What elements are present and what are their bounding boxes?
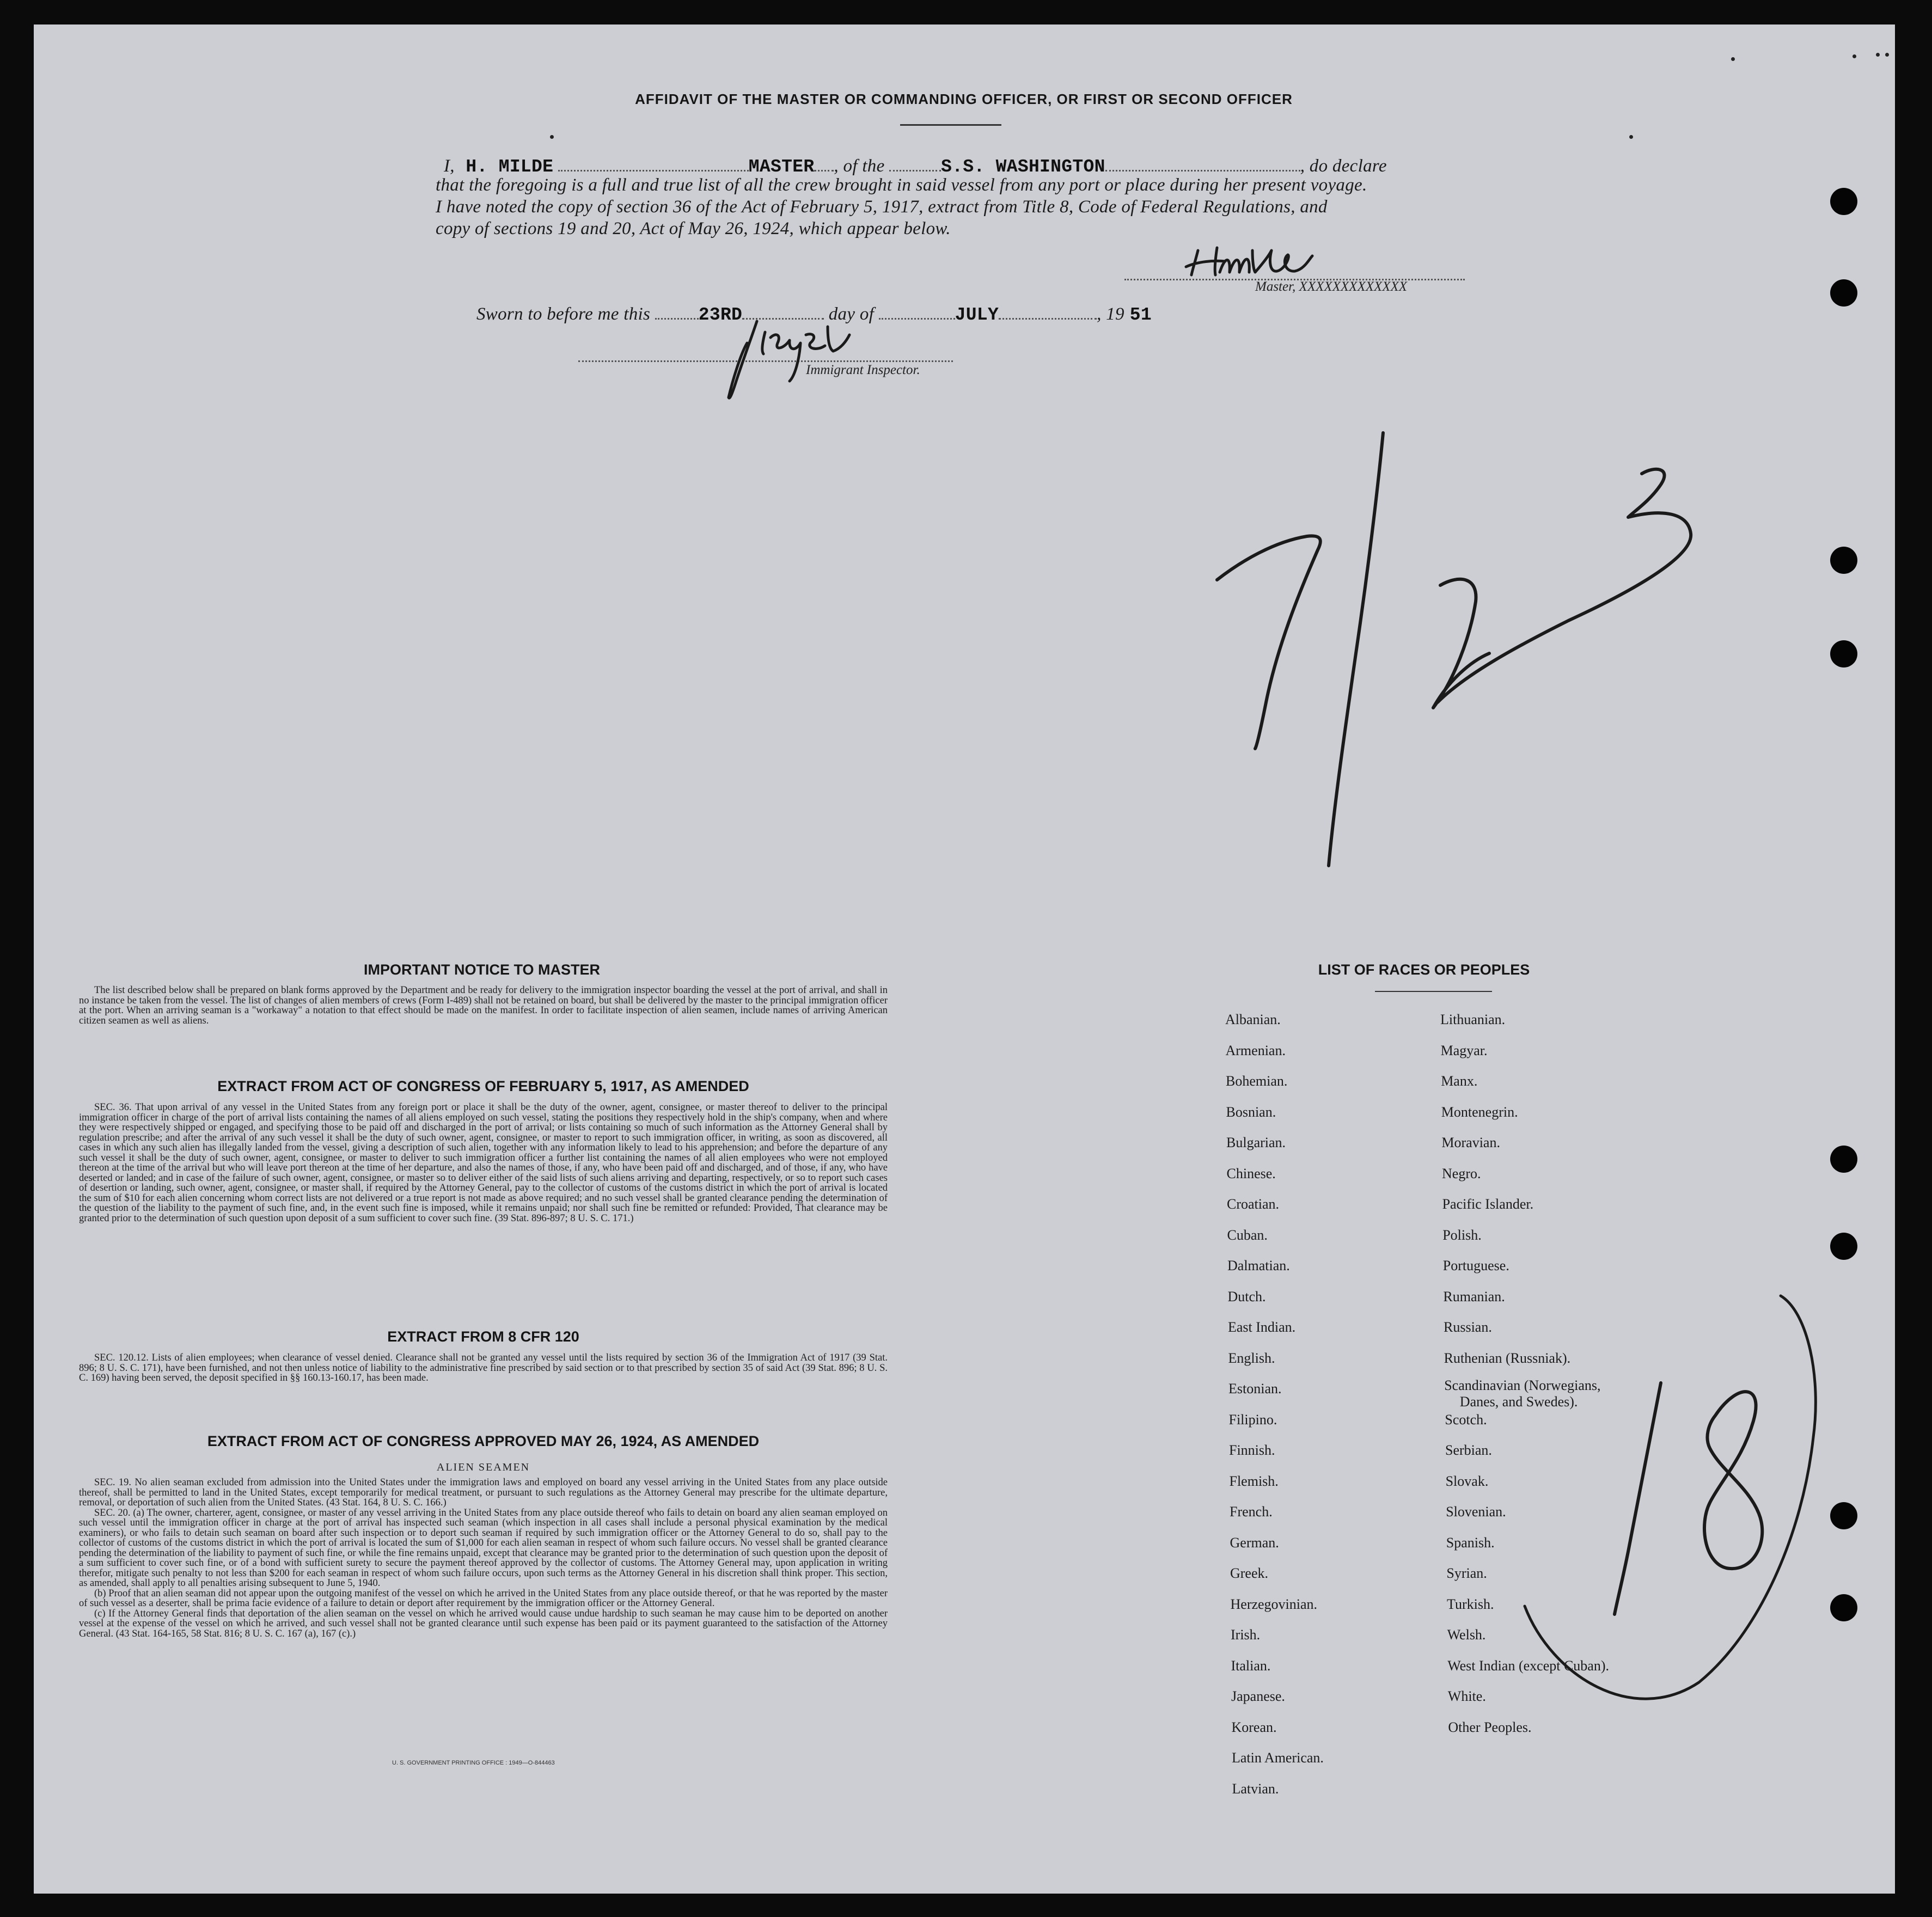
race-item: Serbian. <box>1445 1442 1492 1458</box>
race-item: Croatian. <box>1227 1196 1280 1212</box>
race-item: Flemish. <box>1229 1473 1279 1489</box>
year-suffix: 51 <box>1129 305 1152 325</box>
race-item: Herzegovinian. <box>1230 1596 1318 1612</box>
do-declare-label: , do declare <box>1300 156 1387 176</box>
race-item: Moravian. <box>1441 1135 1500 1150</box>
race-item: Portuguese. <box>1442 1258 1509 1273</box>
date-mark-three <box>1438 469 1691 702</box>
inspector-label: Immigrant Inspector. <box>806 363 920 377</box>
race-item: Korean. <box>1231 1719 1277 1735</box>
race-item: English. <box>1228 1350 1275 1366</box>
extract-1917-title: EXTRACT FROM ACT OF CONGRESS OF FEBRUARY 5, 1917, AS AMENDED <box>217 1078 749 1094</box>
sec-20b-paragraph: (b) Proof that an alien seaman did not appear upon the outgoing manifest of the vessel on which he arrived in the United States from any place outside thereof, or that he was reported by the master of such vessel as a deserter, shall be prima facie evidence of a failure to detain or deport after requirement by the immigration officer or the Attorney General. <box>79 1588 888 1609</box>
extract-cfr-paragraph: SEC. 120.12. Lists of alien employees; when clearance of vessel denied. Clearance shall not be granted any vessel until the lists required by section 36 of the Immigration Act of 1917 (39 Stat. 896; 8 U. S. C. 171), have been furnished, and not then unless notice of liability to the administrative fine prescribed by said section or to that prescribed by section 35 of said Act (39 Stat. 896; 8 U. S. C. 169) having been served, the deposit specified in §§ 160.13-160.17, has been made. <box>79 1353 888 1383</box>
notice-paragraph: The list described below shall be prepared on blank forms approved by the Department and be ready for delivery to the immigration inspector boarding the vessel at the port of arrival, and shall in no instance be taken from the vessel. The list of changes of alien members of crews (Form I-489) shall not be retained on board, but shall be delivered by the master to the principal immigration officer at the port. When an arriving seaman is a "workaway" a notation to that effect should be made on the manifest. In order to facilitate inspection of alien seamen, include names of arriving American citizen seamen as well as aliens. <box>79 985 888 1026</box>
day-of-label: day of <box>828 304 875 324</box>
race-item: Lithuanian. <box>1440 1012 1506 1027</box>
race-item: Chinese. <box>1226 1165 1276 1181</box>
race-item: Montenegrin. <box>1441 1104 1518 1120</box>
race-item: Bohemian. <box>1226 1073 1288 1089</box>
extract-cfr-title: EXTRACT FROM 8 CFR 120 <box>387 1328 579 1345</box>
race-item: Turkish. <box>1447 1596 1494 1612</box>
race-item: Italian. <box>1231 1657 1271 1674</box>
race-item: Negro. <box>1442 1165 1481 1181</box>
race-item: Syrian. <box>1446 1565 1487 1581</box>
race-item: Latvian. <box>1232 1780 1279 1797</box>
race-item: Manx. <box>1441 1073 1478 1089</box>
race-item: Magyar. <box>1440 1042 1488 1058</box>
master-signature <box>1186 248 1312 275</box>
race-item: Other Peoples. <box>1448 1719 1532 1735</box>
sec-19-paragraph: SEC. 19. No alien seaman excluded from admission into the United States under the immigration laws and employed on board any vessel arriving in the United States from any place outside thereof, shall be permitted to land in the United States, except temporarily for medical treatment, or pursuant to such regulations as the Attorney General may prescribe for the ultimate departure, removal, or deportation of such alien from the United States. (43 Stat. 164, 8 U. S. C. 166.) <box>79 1478 888 1508</box>
affidavit-title: AFFIDAVIT OF THE MASTER OR COMMANDING OFFICER, OR FIRST OR SECOND OFFICER <box>635 91 1293 107</box>
inspector-signature <box>729 321 849 398</box>
races-title: LIST OF RACES OR PEOPLES <box>1318 961 1530 978</box>
extract-1917-text <box>79 1103 888 1299</box>
race-item: German. <box>1230 1534 1279 1551</box>
affidavit-line-4: copy of sections 19 and 20, Act of May 26, 1924, which appear below. <box>436 219 951 238</box>
race-item: Japanese. <box>1231 1688 1285 1704</box>
race-item: Russian. <box>1444 1319 1492 1335</box>
race-item: White. <box>1447 1688 1486 1704</box>
race-item: Latin American. <box>1232 1750 1324 1766</box>
race-item: Welsh. <box>1447 1627 1486 1643</box>
race-item: Dalmatian. <box>1227 1258 1290 1273</box>
sworn-month: JULY <box>955 305 999 325</box>
extract-1924-title: EXTRACT FROM ACT OF CONGRESS APPROVED MAY 26, 1924, AS AMENDED <box>207 1433 760 1449</box>
race-item: Irish. <box>1231 1627 1261 1643</box>
race-item: Pacific Islander. <box>1442 1196 1534 1212</box>
affidavit-intro: I, <box>444 156 455 176</box>
race-item: Filipino. <box>1228 1411 1277 1428</box>
race-item: Dutch. <box>1227 1288 1266 1304</box>
extract-1924-text <box>79 1478 888 1728</box>
master-name: H. MILDE <box>466 157 554 177</box>
vessel-name: S.S. WASHINGTON <box>941 157 1105 177</box>
race-item: Polish. <box>1442 1227 1482 1243</box>
of-the-label: , of the <box>834 156 885 176</box>
race-item: Greek. <box>1230 1565 1269 1581</box>
race-item: Bosnian. <box>1226 1104 1276 1120</box>
sec-20a-paragraph: SEC. 20. (a) The owner, charterer, agent, consignee, or master of any vessel arriving in the United States from any place outside thereof who fails to detain on board any alien seaman employed on such vessel until the immigration officer in charge at the port of arrival has inspected such seaman (which inspection in all cases shall include a personal physical examination by the medical examiners), or who fails to detain such seaman on board after such inspection or to deport such seaman if required by such immigration officer or the Attorney General to do so, shall pay to the collector of customs of the customs district in which the port of arrival is located the sum of $1,000 for each alien seaman in respect of whom such failure occurs. No vessel shall be granted clearance pending the determination of the liability to payment of such fine, or while the fine remains unpaid, except that clearance may be granted prior to the determination of such question upon the deposit of a sum sufficient to cover such fine, or of a bond with sufficient surety to secure the payment thereof approved by the collector of customs. The Attorney General may, upon application in writing therefor, mitigate such penalty to not less than $200 for each seaman in respect of whom such failure occurs, upon such terms as the Attorney General in his discretion shall think proper. This section, as amended, shall apply to all penalties arising subsequent to June 5, 1940. <box>79 1507 888 1589</box>
master-label: Master, XXXXXXXXXXXXX <box>1255 279 1408 294</box>
extract-cfr-text <box>79 1353 888 1394</box>
race-item: Scandinavian (Norwegians, <box>1444 1377 1601 1393</box>
extract-1917-paragraph: SEC. 36. That upon arrival of any vessel in the United States from any foreign port or place it shall be the duty of the owner, agent, consignee, or master thereof to deliver to the principal immigration officer in charge of the port of arrival lists containing the names of all aliens employed on such vessel, stating the positions they respectively hold in the ship's company, when and where they were respectively shipped or engaged, and specifying those to be paid off and discharged in the port of arrival; or lists containing so much of such information as the Attorney General shall by regulation prescribe; and after the arrival of any such vessel it shall be the duty of such owner, agent, consignee, or master to report to such immigration officer, in writing, as soon as discovered, all cases in which any such alien has illegally landed from the vessel, giving a description of such alien, together with any information likely to lead to his apprehension; and before the departure of any such vessel it shall be the duty of such owner, agent, consignee, or master to deliver to such immigration officer a further list containing the names of all alien employees who were not employed thereon at the time of the arrival but who will leave port thereon at the time of her departure, and also the names of those, if any, who have been paid off and discharged, and of those, if any, who have deserted or landed; and in case of the failure of such owner, agent, consignee, or master so to deliver either of the said lists of such aliens arriving and departing, respectively, or so to report such cases of desertion or landing, such owner, agent, consignee, or master shall, if required by the Attorney General, pay to the collector of customs of the customs district in which the port of arrival is located the sum of $10 for each alien concerning whom correct lists are not delivered or a true report is not made as above required; and no such vessel shall be granted clearance pending the determination of the question of the liability to the payment of such fine, and, in the event such fine is imposed, while it remains unpaid; nor shall such fine be remitted or refunded: Provided, That clearance may be granted prior to the determination of such question upon deposit of a sum sufficient to cover such fine. (39 Stat. 896-897; 8 U. S. C. 171.) <box>79 1103 888 1224</box>
sec-20c-paragraph: (c) If the Attorney General finds that deportation of the alien seaman on the vessel on which he arrived would cause undue hardship to such seaman he may cause him to be deported on another vessel at the expense of the vessel on which he arrived, and such vessel shall not be granted clearance until such expense has been paid or its payment guaranteed to the satisfaction of the Attorney General. (43 Stat. 164-165, 58 Stat. 816; 8 U. S. C. 167 (a), 167 (c).) <box>79 1608 888 1639</box>
date-mark-two <box>1433 579 1489 708</box>
race-item: Cuban. <box>1227 1227 1268 1243</box>
date-mark-slash <box>1329 433 1383 866</box>
race-item: Slovenian. <box>1446 1504 1506 1520</box>
race-item: West Indian (except Cuban). <box>1447 1657 1609 1674</box>
race-item: French. <box>1230 1504 1273 1520</box>
sheet-mark-eight <box>1704 1392 1762 1569</box>
date-mark-seven <box>1217 536 1320 749</box>
year-prefix: , 19 <box>1097 304 1124 324</box>
race-item: Rumanian. <box>1443 1288 1505 1304</box>
race-item: Slovak. <box>1445 1473 1489 1489</box>
alien-seamen-subtitle: ALIEN SEAMEN <box>436 1461 530 1473</box>
notice-title: IMPORTANT NOTICE TO MASTER <box>364 961 600 978</box>
race-item: Albanian. <box>1225 1012 1281 1027</box>
race-item: Ruthenian (Russniak). <box>1444 1350 1571 1366</box>
race-item: Scotch. <box>1445 1411 1487 1428</box>
printer-line: U. S. GOVERNMENT PRINTING OFFICE : 1949—O-844463 <box>392 1760 555 1766</box>
notice-text <box>79 985 888 1046</box>
sheet-mark-one <box>1615 1383 1661 1614</box>
race-item: East Indian. <box>1228 1319 1296 1335</box>
sworn-day: 23RD <box>698 305 743 325</box>
affidavit-line-2: that the foregoing is a full and true list of all the crew brought in said vessel from any port or place during her present voyage. <box>436 175 1367 195</box>
sworn-label: Sworn to before me this <box>476 304 651 324</box>
race-item: Armenian. <box>1225 1042 1286 1058</box>
master-rank: MASTER <box>748 157 815 177</box>
race-item: Finnish. <box>1229 1442 1275 1458</box>
race-item: Estonian. <box>1228 1381 1282 1397</box>
race-item: Spanish. <box>1446 1534 1495 1551</box>
affidavit-line-3: I have noted the copy of section 36 of the Act of February 5, 1917, extract from Title 8, Code of Federal Regulations, and <box>436 197 1328 217</box>
race-item: Danes, and Swedes). <box>1459 1394 1578 1410</box>
race-item: Bulgarian. <box>1226 1135 1286 1150</box>
races-title-rule <box>1375 991 1492 992</box>
